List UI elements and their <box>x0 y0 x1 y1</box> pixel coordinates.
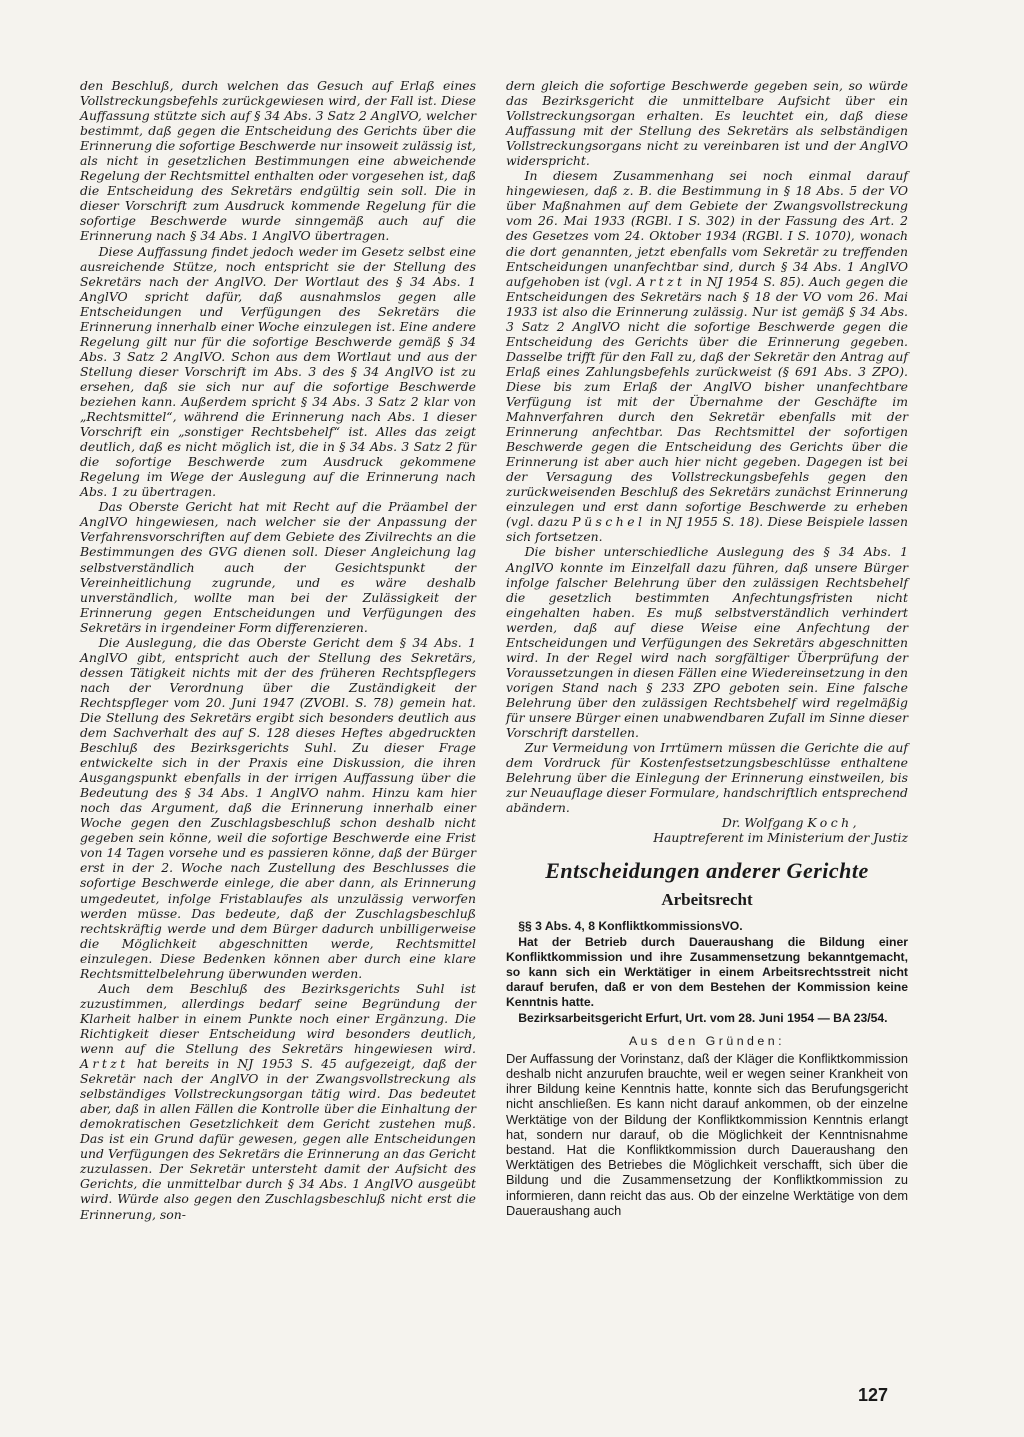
headnote: Hat der Betrieb durch Daueraushang die Bildung einer Konfliktkommission und ihre Zusammensetzung bekanntgemacht, so kann sich ein Werktätiger in einem Arbeitsrechtsstreit nicht darauf berufen, daß er von dem Bestehen der Kommission keine Kenntnis hatte. <box>506 934 908 1010</box>
paragraph <box>506 168 908 544</box>
right-column <box>506 78 908 1218</box>
author-signature <box>506 815 908 830</box>
paragraph-text: Auch dem Beschluß des Bezirksgerichts Suhl ist zuzustimmen, allerdings bedarf seine Begründung der Klarheit halber in einem Punkte noch einer Ergänzung. Die Richtigkeit dieser Entscheidung wird besonders deutlich, wenn auf die Stellung des Sekretärs hingewiesen wird. <box>80 980 476 1056</box>
headnote-block <box>506 919 908 1025</box>
signature-prefix: Dr. Wolfgang <box>721 815 804 831</box>
section-heading: Entscheidungen anderer Gerichte <box>545 858 869 884</box>
paragraph: Diese Auffassung findet jedoch weder im Gesetz selbst eine ausreichende Stütze, noch entspricht sie der Stellung des Sekretärs nach der AnglVO. Der Wortlaut des § 34 Abs. 1 AnglVO spricht dafür, daß ausnahmslos gegen alle Entscheidungen und Verfügungen des Sekretärs die Erinnerung innerhalb einer Woche einzulegen ist. Eine andere Regelung gilt nur für die sofortige Beschwerde gemäß § 34 Abs. 3 Satz 2 AnglVO. Schon aus dem Wortlaut und aus der Stellung dieser Vorschrift im Abs. 3 des § 34 AnglVO ist zu ersehen, daß sie sich nur auf die sofortige Beschwerde beziehen kann. Außerdem spricht § 34 Abs. 3 Satz 2 klar von „Rechtsmittel“, während die Erinnerung nach Abs. 1 dieser Vorschrift ein „sonstiger Rechtsbehelf“ ist. Alles das zeigt deutlich, daß es nicht möglich ist, die in § 34 Abs. 3 Satz 2 für die sofortige Beschwerde zum Ausdruck gekommene Regelung im Wege der Auslegung auf die Erinnerung nach Abs. 1 zu übertragen. <box>80 243 476 500</box>
paragraph: den Beschluß, durch welchen das Gesuch auf Erlaß eines Vollstreckungsbefehls zurückgewiesen wird, der Fall ist. Diese Auffassung stützte sich auf § 34 Abs. 3 Satz 2 AnglVO, welcher bestimmt, daß gegen die Entscheidung des Gerichts über die Erinnerung die sofortige Beschwerde nur insoweit zulässig ist, als nicht in gesetzlichen Bestimmungen eine abweichende Regelung der Rechtsmittel enthalten oder vorgesehen ist, daß die Entscheidung des Sekretärs endgültig sein soll. Die in dieser Vorschrift zum Ausdruck kommende Regelung für die sofortige Beschwerde wurde sinngemäß auch auf die Erinnerung nach § 34 Abs. 1 AnglVO übertragen. <box>80 78 476 244</box>
court-citation: Bezirksarbeitsgericht Erfurt, Urt. vom 28. Juni 1954 — BA 23/54. <box>518 1010 888 1025</box>
paragraph-text: in NJ 1954 S. 85). Auch gegen die Entscheidungen des Sekretärs nach § 18 der VO vom 26. Mai 1933 ist also die Erinnerung zulässig. Nur ist gemäß § 34 Abs. 3 Satz 2 AnglVO nicht die sofortige Beschwerde gegen die Entscheidung des Gerichts über die Erinnerung gegeben. Dasselbe trifft für den Fall zu, daß der Sekretär den Antrag auf Erlaß eines Zahlungsbefehls zurückweist (§ 691 Abs. 3 ZPO). Diese bis zum Erlaß der AnglVO bisher unanfechtbare Verfügung ist mit der Übernahme der Geschäfte im Mahnverfahren durch den Sekretär ebenfalls mit der Erinnerung anfechtbar. Das Rechtsmittel der sofortigen Beschwerde gegen die Entscheidung des Gerichts über die Erinnerung ist aber auch hier nicht gegeben. Dagegen ist bei der Versagung des Vollstreckungsbefehls gegen den zurückweisenden Beschluß des Sekretärs zunächst Erinnerung einzulegen und erst dann sofortige Beschwerde zu erheben (vgl. dazu <box>506 273 908 530</box>
author-name-puschel: Püschel <box>572 514 646 530</box>
author-name-artzt: Artzt <box>80 1056 129 1072</box>
paragraph: Zur Vermeidung von Irrtümern müssen die Gerichte die auf dem Vordruck für Kostenfestsetzungsbeschlüsse enthaltene Belehrung über die Einlegung der Erinnerung einstweilen, bis zur Neuauflage dieser Formulare, handschriftlich entsprechend abändern. <box>506 740 908 816</box>
author-affiliation: Hauptreferent im Ministerium der Justiz <box>653 830 908 846</box>
grounds-text: Der Auffassung der Vorinstanz, daß der Kläger die Konfliktkommission deshalb nicht anzurufen brauchte, weil er wegen seiner Krankheit von ihrer Bildung keine Kenntnis hatte, konnte sich das Berufungsgericht nicht anschließen. Es kann nicht darauf ankommen, ob der einzelne Werktätige von der Bildung der Konfliktkommission Kenntnis erlangt hat, sondern nur darauf, ob die Möglichkeit der Kenntnisnahme bestand. Hat die Konfliktkommission durch Daueraushang den Werktätigen des Betriebes die Möglichkeit verschafft, sich über die Bildung und die Zusammensetzung der Konfliktkommission zu informieren, dann reicht das aus. Ob der einzelne Werktätige von dem Daueraushang auch <box>506 1050 908 1218</box>
paragraph-text: In diesem Zusammenhang sei noch einmal darauf hingewiesen, daß z. B. die Bestimmung in § 18 Abs. 5 der VO über Maßnahmen auf dem Gebiete der Zwangsvollstreckung vom 26. Mai 1933 (RGBl. I S. 302) in der Fassung des Art. 2 des Gesetzes vom 24. Oktober 1934 (RGBl. I S. 1070), wonach die dort genannten, jetzt ebenfalls vom Sekretär zu treffenden Entscheidungen unanfechtbar sind, durch § 34 Abs. 1 AnglVO aufgehoben ist (vgl. <box>506 168 908 289</box>
paragraph-text: in NJ 1955 S. 18). Diese Beispiele lassen sich fortsetzen. <box>506 514 908 545</box>
paragraph: Das Oberste Gericht hat mit Recht auf die Präambel der AnglVO hingewiesen, nach welcher sie der Anpassung der Verfahrensvorschriften auf dem Gebiete des Zivilrechts an die Bestimmungen des GVG dienen soll. Dieser Angleichung lag selbstverständlich auch der Gesichtspunkt der Vereinheitlichung zugrunde, und es wäre deshalb unverständlich, wollte man bei der Zulässigkeit der Erinnerung gegen Entscheidungen und Verfügungen des Sekretärs in irgendeiner Form differenzieren. <box>80 499 476 635</box>
left-column <box>80 78 476 1222</box>
author-name-artzt: Artzt <box>636 273 686 289</box>
paragraph-text: hat bereits in NJ 1953 S. 45 aufgezeigt, daß der Sekretär nach der AnglVO in der Zwangsvollstreckung als selbständiges Vollstreckungsorgan tätig wird. Das bedeutet aber, daß in allen Fällen die Kontrolle über die Einhaltung der demokratischen Gesetzlichkeit dem Gericht zustehen muß. Das ist ein Grund dafür gewesen, gegen alle Entscheidungen und Verfügungen des Sekretärs die Erinnerung an das Gericht zuzulassen. Der Sekretär untersteht damit der Aufsicht des Gerichts, die unmittelbar durch § 34 Abs. 1 AnglVO ausgeübt wird. Würde also gegen den Zuschlagsbeschluß nicht erst die Erinnerung, son- <box>80 1056 476 1222</box>
paragraph: Die bisher unterschiedliche Auslegung des § 34 Abs. 1 AnglVO konnte im Einzelfall dazu führen, daß unsere Bürger infolge falscher Belehrung über den zulässigen Rechtsbehelf die gesetzlich bestimmten Anfechtungsfristen nicht eingehalten haben. Es muß selbstverständlich verhindert werden, daß auf diese Weise eine Anfechtung der Entscheidungen und Verfügungen des Sekretärs abgeschnitten wird. In der Regel wird nach sorgfältiger Überprüfung der Voraussetzungen in diesen Fällen eine Wiedereinsetzung in den vorigen Stand nach § 233 ZPO geboten sein. Eine falsche Belehrung über den zulässigen Rechtsbehelf wird regelmäßig für unsere Bürger einen unabwendbaren Zufall im Sinne dieser Vorschrift darstellen. <box>506 544 908 741</box>
grounds-heading: Aus den Gründen: <box>628 1033 786 1048</box>
paragraph: Die Auslegung, die das Oberste Gericht dem § 34 Abs. 1 AnglVO gibt, entspricht auch der Stellung des Sekretärs, dessen Tätigkeit nichts mit der des früheren Rechtspflegers nach der Verordnung über die Zuständigkeit der Rechtspfleger vom 20. Juni 1947 (ZVOBl. S. 78) gemein hat. Die Stellung des Sekretärs ergibt sich besonders deutlich aus dem Sachverhalt des auf S. 128 dieses Heftes abgedruckten Beschluß des Bezirksgerichts Suhl. Zu dieser Frage entwickelte sich in der Praxis eine Diskussion, die ihren Ausgangspunkt ebenfalls in der irrigen Auffassung über die Bedeutung des § 34 Abs. 1 AnglVO nahm. Hinzu kam hier noch das Argument, daß die Erinnerung innerhalb einer Woche gegen den Zuschlagsbeschluß schon deshalb nicht gegeben sein könne, weil die sofortige Beschwerde eine Frist von 14 Tagen vorsehe und es passieren könne, daß der Bürger erst in der 2. Woche nach Zustellung des Beschlusses die sofortige Beschwerde einlege, die aber dann, als Erinnerung umgedeutet, infolge Fristablaufes als unzulässig verworfen werden müsse. Das bedeute, daß der Zuschlagsbeschluß rechtskräftig werde und dem Bürger dadurch unbilligerweise die Möglichkeit abgeschnitten werde, Rechtsmittel einzulegen. Diese Bedenken können aber durch eine klare Rechtsmittelbelehrung überwunden werden. <box>80 634 476 981</box>
grounds-body <box>506 1051 908 1218</box>
subsection-heading: Arbeitsrecht <box>661 890 753 910</box>
paragraph: dern gleich die sofortige Beschwerde gegeben sein, so würde das Bezirksgericht die unmittelbare Aufsicht über ein Vollstreckungsorgan erhalten. Es leuchtet ein, daß diese Auffassung mit der Stellung des Sekretärs als selbständigen Vollstreckungsorgans nicht zu vereinbaren ist und der AnglVO widerspricht. <box>506 78 908 169</box>
paragraph <box>80 981 476 1222</box>
statute-reference: §§ 3 Abs. 4, 8 KonfliktkommissionsVO. <box>518 919 743 934</box>
page-number: 127 <box>858 1385 889 1405</box>
signature-name: Koch, <box>807 815 860 831</box>
